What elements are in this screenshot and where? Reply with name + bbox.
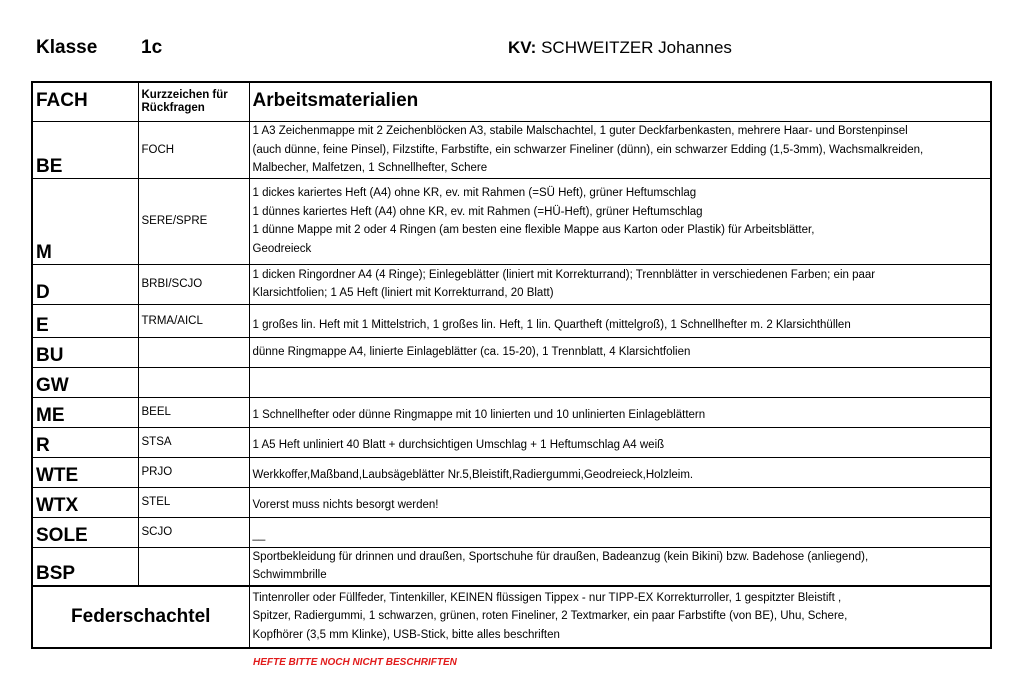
teacher-code-cell: STEL [138, 487, 249, 517]
teacher-code-cell: TRMA/AICL [138, 304, 249, 337]
materials-line: 1 Schnellhefter oder dünne Ringmappe mit 10 linierten und 10 unlinierten Einlageblättern [252, 409, 706, 421]
subject-cell: GW [32, 367, 138, 397]
materials-line: 1 dickes kariertes Heft (A4) ohne KR, ev. mit Rahmen (=SÜ Heft), grüner Heftumschlag [252, 187, 697, 199]
materials-line: 1 dünne Mappe mit 2 oder 4 Ringen (am besten eine flexible Mappe aus Karton oder Plastik) für Arbeitsblätter, [252, 224, 815, 236]
materials-line: 1 A3 Zeichenmappe mit 2 Zeichenblöcken A3, stabile Malschachtel, 1 guter Deckfarbenkasten, mehrere Haar- und Borstenpinsel [252, 125, 908, 137]
table-row [32, 397, 991, 427]
materials-line: 1 dünnes kariertes Heft (A4) ohne KR, ev. mit Rahmen (=HÜ-Heft), grüner Heftumschlag [252, 205, 703, 218]
materials-line: Sportbekleidung für drinnen und draußen, Sportschuhe für draußen, Badeanzug (kein Bikini) bzw. Badehose (anliegend), [252, 550, 869, 563]
materials-line: 1 großes lin. Heft mit 1 Mittelstrich, 1 großes lin. Heft, 1 lin. Quartheft (mittelgroß), 1 Schnellhefter m. 2 Klarsichthüllen [252, 319, 851, 331]
teacher-code-cell: SCJO [138, 517, 249, 547]
table-row [32, 427, 991, 457]
table-row [32, 178, 991, 264]
table-row [32, 457, 991, 487]
materials-cell [249, 304, 991, 337]
table-row [32, 367, 991, 397]
subject-cell: BU [32, 337, 138, 367]
materials-line: 1 A5 Heft unliniert 40 Blatt + durchsichtigen Umschlag + 1 Heftumschlag A4 weiß [252, 439, 665, 451]
table-row [32, 487, 991, 517]
teacher-code-cell: FOCH [138, 122, 249, 179]
materials-line: 1 dicken Ringordner A4 (4 Ringe); Einlegeblätter (liniert mit Korrekturrand); Trennblätter in verschiedenen Farben; ein paar [252, 268, 876, 281]
col-header-kurzzeichen: Kurzzeichen für Rückfragen [138, 82, 249, 122]
materials-line: (auch dünne, feine Pinsel), Filzstifte, Farbstifte, ein schwarzer Fineliner (dünn), ein schwarzer Edding (1,5-3mm), Wachsmalkreiden, [252, 143, 924, 156]
table-row [32, 304, 991, 337]
teacher-code-cell: BEEL [138, 397, 249, 427]
pencil-case-row [32, 586, 991, 648]
pencil-case-materials [249, 586, 991, 648]
materials-line: Kopfhörer (3,5 mm Klinke), USB-Stick, bitte alles beschriften [252, 628, 560, 641]
table-row [32, 264, 991, 304]
materials-cell [249, 367, 991, 397]
table-row [32, 337, 991, 367]
materials-cell [249, 427, 991, 457]
materials-cell [249, 487, 991, 517]
materials-line: Spitzer, Radiergummi, 1 schwarzen, grünen, roten Fineliner, 2 Textmarker, ein paar Farbstifte (von BE), Uhu, Schere, [252, 610, 848, 623]
kv-name: SCHWEITZER Johannes [541, 38, 732, 57]
subject-cell: WTE [32, 457, 138, 487]
materials-table [31, 81, 992, 649]
materials-line: Schwimmbrille [252, 569, 327, 581]
subject-cell: D [32, 264, 138, 304]
materials-cell [249, 337, 991, 367]
subject-cell: M [32, 178, 138, 264]
subject-cell: WTX [32, 487, 138, 517]
col-header-fach: FACH [32, 82, 138, 122]
materials-cell [249, 122, 991, 179]
subject-cell: BE [32, 122, 138, 179]
pencil-case-label: Federschachtel [32, 586, 249, 648]
materials-line: Tintenroller oder Füllfeder, Tintenkiller, KEINEN flüssigen Tippex - nur TIPP-EX Korrekturroller, 1 gespitzter Bleistift , [252, 591, 842, 604]
class-value: 1c [141, 37, 163, 58]
table-row [32, 122, 991, 179]
table-row [32, 517, 991, 547]
materials-cell [249, 517, 991, 547]
subject-cell: E [32, 304, 138, 337]
materials-line: dünne Ringmappe A4, linierte Einlageblätter (ca. 15-20), 1 Trennblatt, 4 Klarsichtfolien [252, 345, 691, 358]
teacher-code-cell [138, 337, 249, 367]
materials-line: Vorerst muss nichts besorgt werden! [252, 499, 439, 511]
teacher-code-cell [138, 547, 249, 586]
table-header-row [32, 82, 991, 122]
kv-label: KV: [508, 38, 537, 57]
materials-cell [249, 457, 991, 487]
materials-cell [249, 547, 991, 586]
teacher-code-cell: BRBI/SCJO [138, 264, 249, 304]
materials-cell [249, 178, 991, 264]
subject-cell: R [32, 427, 138, 457]
subject-cell: BSP [32, 547, 138, 586]
teacher-code-cell [138, 367, 249, 397]
materials-line: Malbecher, Malfetzen, 1 Schnellhefter, Schere [252, 162, 488, 174]
table-row [32, 547, 991, 586]
materials-line: Werkkoffer,Maßband,Laubsägeblätter Nr.5,Bleistift,Radiergummi,Geodreieck,Holzleim. [252, 469, 694, 481]
subject-cell: SOLE [32, 517, 138, 547]
note-text: HEFTE BITTE NOCH NICHT BESCHRIFTEN [253, 657, 457, 668]
materials-cell [249, 264, 991, 304]
materials-line: Geodreieck [252, 242, 312, 255]
materials-cell [249, 397, 991, 427]
materials-line: Klarsichtfolien; 1 A5 Heft (liniert mit Korrekturrand, 20 Blatt) [252, 287, 554, 299]
class-teacher [508, 36, 732, 60]
materials-line: __ [252, 529, 266, 541]
klasse-label: Klasse [36, 37, 98, 58]
teacher-code-cell: PRJO [138, 457, 249, 487]
teacher-code-cell: SERE/SPRE [138, 178, 249, 264]
teacher-code-cell: STSA [138, 427, 249, 457]
subject-cell: ME [32, 397, 138, 427]
col-header-materials: Arbeitsmaterialien [249, 82, 991, 122]
